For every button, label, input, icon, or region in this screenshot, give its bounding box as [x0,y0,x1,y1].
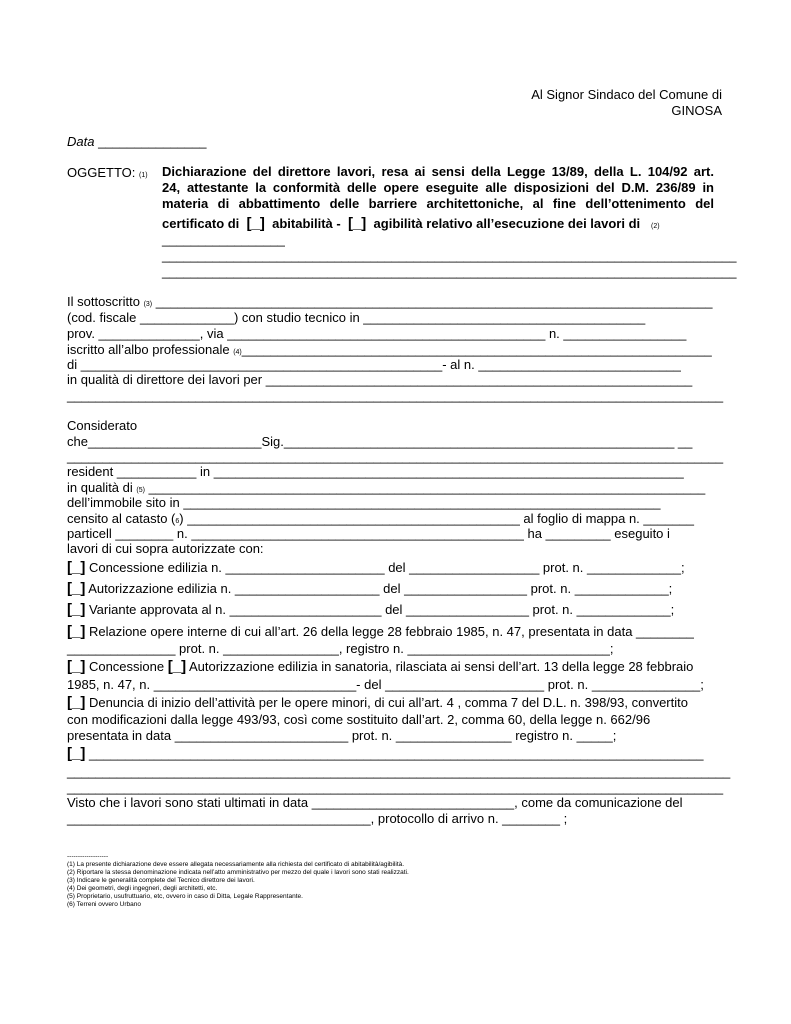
direttore-line[interactable]: in qualità di direttore dei lavori per ___________________________________________________________ [67,372,693,387]
footnote-2: (2) Riportare la stessa denominazione indicata nell’atto amministrativo per mezzo del quale i lavori sono stati realizzati. [67,869,409,876]
option-autorizzazione [67,581,672,596]
denuncia-checkbox[interactable]: [_] [67,694,86,711]
sottoscritto-label: Il sottoscritto [67,294,144,309]
oggetto-line-3: materia di abbattimento delle barriere architettoniche, al fine dell’ottenimento del [162,196,714,211]
considerato-title: Considerato [67,418,138,433]
residente-line[interactable]: resident ___________ in _________________________________________________________________ [67,464,684,479]
che-blank[interactable]: ____________________________________________________________________________________________ [67,449,723,464]
option-altro [67,746,704,761]
direttore-blank[interactable]: ____________________________________________________________________________________________ [67,388,723,403]
altro-blank[interactable]: _____________________________________________________________________________________ [85,746,704,761]
altro-blank-3[interactable]: ____________________________________________________________________________________________ [67,780,723,795]
albo-number-line[interactable]: di __________________________________________________- al n. ____________________________ [67,357,681,372]
agibilita-text: agibilità relativo all’esecuzione dei lavori di [373,216,641,231]
visto-line-2[interactable]: __________________________________________, protocollo di arrivo n. ________ ; [67,811,568,826]
variante-checkbox[interactable]: [_] [67,601,86,618]
option-relazione [67,624,694,639]
agibilita-checkbox[interactable]: [_] [347,215,367,232]
footnote-ref-2: (2) [650,223,660,230]
lavori-blank-3[interactable]: ________________________________________________________________________________ [162,264,737,279]
codice-fiscale-line[interactable]: (cod. fiscale _____________) con studio tecnico in _______________________________________ [67,310,646,325]
relazione-checkbox[interactable]: [_] [67,623,86,640]
footnote-6: (6) Terreni ovvero Urbano [67,901,141,908]
abitabilita-text: abitabilità - [272,216,341,231]
sottoscritto-blank[interactable]: _____________________________________________________________________________ [152,294,713,309]
date-blank[interactable]: _______________ [94,134,207,149]
lavori-blank-2[interactable]: ________________________________________________________________________________ [162,248,737,263]
albo-blank[interactable]: _________________________________________________________________ [241,342,712,357]
certificato-text: certificato di [162,216,240,231]
option-variante [67,602,674,617]
denuncia-text: Denuncia di inizio dell’attività per le opere minori, di cui all’art. 4 , comma 7 del D.L. n. 398/93, convertito [85,695,688,710]
oggetto-line-2: 24, attestante la conformità delle opere eseguite alle disposizioni del D.M. 236/89 in [162,180,714,195]
oggetto-title: OGGETTO: [67,165,136,180]
sanatoria-line-2[interactable]: 1985, n. 47, n. ____________________________- del ______________________ prot. n. _______________; [67,677,704,692]
concessione-checkbox[interactable]: [_] [67,559,86,576]
footnote-1: (1) La presente dichiarazione deve essere allegata necessariamente alla richiesta del certificato di abitabilità/agibilità. [67,861,405,868]
sanatoria-concessione-checkbox[interactable]: [_] [67,658,86,675]
recipient-line-2: GINOSA [671,103,722,118]
relazione-line-2[interactable]: _______________ prot. n. ________________, registro n. ____________________________; [67,641,614,656]
autorizzazione-checkbox[interactable]: [_] [67,580,86,597]
footnote-ref-3: (3) [143,301,153,308]
footnote-4: (4) Dei geometri, degli ingegneri, degli architetti, etc. [67,885,218,892]
sanatoria-autorizzazione-checkbox[interactable]: [_] [167,658,187,675]
abitabilita-checkbox[interactable]: [_] [246,215,265,232]
date-line [67,134,207,149]
option-concessione [67,560,685,575]
denuncia-line-3[interactable]: presentata in data ________________________ prot. n. ________________ registro n. _____; [67,728,617,743]
catasto-label: censito al catasto ( [67,511,176,526]
option-sanatoria [67,659,693,674]
date-label: Data [67,134,95,149]
footnote-3: (3) Indicare le generalità complete del Tecnico direttore dei lavori. [67,877,255,884]
qualita-label: in qualità di [67,480,137,495]
footnote-5: (5) Proprietario, usufruttuario, etc, ovvero in caso di Ditta, Legale Rappresentante. [67,893,303,900]
footnote-ref-6: 6 [175,518,180,525]
oggetto-line-1: Dichiarazione del direttore lavori, resa ai sensi della Legge 13/89, della L. 104/92 art. [162,164,714,179]
concessione-text[interactable]: Concessione edilizia n. ______________________ del __________________ prot. n. _____________; [85,560,685,575]
footnote-ref-5: (5) [136,487,145,494]
altro-checkbox[interactable]: [_] [67,745,86,762]
oggetto-label [67,165,148,183]
sanatoria-concessione-text: Concessione [85,659,168,674]
sanatoria-text: Autorizzazione edilizia in sanatoria, rilasciata ai sensi dell’art. 13 della legge 28 febbraio [186,659,694,674]
recipient-line-1: Al Signor Sindaco del Comune di [531,87,722,102]
immobile-line[interactable]: dell’immobile sito in __________________________________________________________________ [67,495,661,510]
qualita-blank[interactable]: _____________________________________________________________________________ [144,480,706,495]
footnote-separator: ------------------- [67,853,109,860]
footnote-ref-4: (4) [233,349,242,356]
altro-blank-2[interactable]: _____________________________________________________________________________________________ [67,764,731,779]
albo-label: iscritto all’albo professionale [67,342,234,357]
denuncia-line-2: con modificazioni dalla legge 493/93, così come sostituito dall’art. 2, comma 60, della legge n. 662/96 [67,712,651,727]
option-denuncia [67,695,688,710]
provincia-via-line[interactable]: prov. ______________, via ____________________________________________ n. _________________ [67,326,687,341]
autorizzazione-text[interactable]: Autorizzazione edilizia n. ____________________ del _________________ prot. n. _____________; [85,581,673,596]
footnote-ref-1: (1) [139,172,148,179]
visto-line-1[interactable]: Visto che i lavori sono stati ultimati in data ____________________________, come da comunicazione del [67,795,683,810]
che-sig-line[interactable]: che________________________Sig.______________________________________________________ __ [67,434,693,449]
relazione-text[interactable]: Relazione opere interne di cui all’art. 26 della legge 28 febbraio 1985, n. 47, presentata in data ________ [85,624,694,639]
lavori-autorizzate-line: lavori di cui sopra autorizzate con: [67,541,264,556]
particella-line[interactable]: particell ________ n. ______________________________________________ ha _________ eseguito i [67,526,670,541]
catasto-blank[interactable]: ) ______________________________________________ al foglio di mappa n. _______ [179,511,695,526]
variante-text[interactable]: Variante approvata al n. _____________________ del _________________ prot. n. _____________; [85,602,675,617]
lavori-blank-1[interactable]: _________________ [162,232,285,247]
